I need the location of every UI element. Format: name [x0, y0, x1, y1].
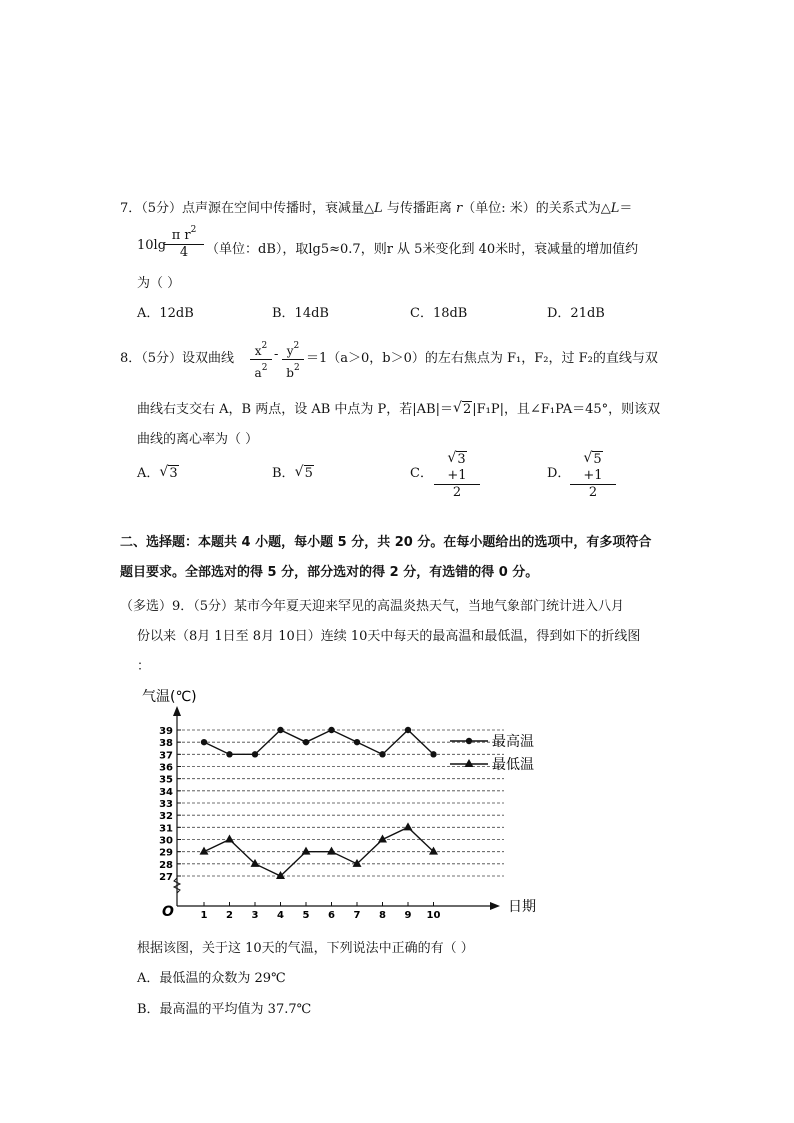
- max-temp-point: [354, 739, 360, 745]
- min-temp-point: [302, 847, 311, 855]
- max-temp-point: [328, 727, 334, 733]
- max-temp-point: [226, 751, 232, 757]
- q8-rest1: ＝1（a＞0，b＞0）的左右焦点为 F₁，F₂，过 F₂的直线与双: [306, 351, 658, 366]
- y-tick-label: 37: [159, 750, 173, 762]
- q8-option-c-label: C．: [410, 466, 433, 481]
- section2-heading-line1: 二、选择题：本题共 4 小题，每小题 5 分，共 20 分。在每小题给出的选项中，有多项符合: [120, 535, 652, 550]
- q9-line3: ：: [137, 659, 151, 674]
- x-axis-label: 日期: [508, 899, 536, 915]
- q7-line1: 7．（5分）点声源在空间中传播时，衰减量△L 与传播距离 r（单位: 米）的关系式为△L＝: [120, 201, 633, 216]
- q7-line2-rest: （单位：dB），取lg5≈0.7，则r 从 5米变化到 40米时，衰减量的增加值约: [206, 242, 639, 257]
- x-tick-label: 10: [426, 910, 441, 921]
- y-tick-label: 31: [159, 823, 173, 835]
- y-axis-label: 气温(℃): [142, 689, 197, 705]
- x-tick-label: 1: [200, 910, 208, 921]
- y-tick-label: 32: [159, 811, 173, 823]
- legend-marker-triangle: [465, 759, 474, 767]
- y-tick-label: 33: [159, 799, 173, 810]
- legend-marker-circle: [466, 738, 472, 744]
- q8-fraction-x: $\frac{x^2}{a^2}$: [250, 338, 272, 381]
- x-tick-label: 5: [302, 910, 310, 921]
- q9-option-b: B．最高温的平均值为 37.7℃: [137, 1002, 312, 1017]
- q7-formula-prefix: 10lg: [137, 238, 167, 253]
- q8-option-b: B． √ 5: [272, 464, 313, 481]
- y-axis-arrow: [173, 706, 181, 716]
- legend-label: 最高温: [492, 734, 534, 750]
- x-tick-label: 3: [251, 910, 259, 921]
- q8-minus: -: [274, 347, 279, 362]
- x-tick-label: 7: [353, 910, 361, 921]
- q9-line1: （多选）9．（5分）某市今年夏天迎来罕见的高温炎热天气，当地气象部门统计进入八月: [120, 599, 625, 614]
- q8-lead: 8．（5分）设双曲线: [120, 351, 235, 366]
- x-tick-label: 6: [328, 910, 335, 921]
- max-temp-point: [405, 727, 411, 733]
- q8-option-c-fraction: √ 3 +1 2: [434, 452, 480, 501]
- q9-option-a: A．最低温的众数为 29℃: [137, 971, 286, 986]
- q7-option-c: C．18dB: [410, 306, 468, 321]
- y-tick-label: 38: [159, 738, 173, 750]
- x-tick-label: 2: [226, 910, 233, 921]
- section2-heading-line2: 题目要求。全部选对的得 5 分，部分选对的得 2 分，有选错的得 0 分。: [120, 565, 539, 580]
- q9-question: 根据该图，关于这 10天的气温，下列说法中正确的有（ ）: [137, 941, 474, 956]
- q8-option-d-fraction: √ 5 +1 2: [570, 452, 616, 501]
- y-tick-label: 34: [159, 786, 173, 798]
- x-axis-arrow: [490, 902, 500, 910]
- x-tick-label: 9: [404, 910, 412, 921]
- y-tick-label: 30: [159, 835, 173, 847]
- min-temp-point: [404, 822, 413, 830]
- q8-line3: 曲线的离心率为（ ）: [137, 432, 259, 447]
- q7-fraction: $\frac{\pi r^2}{4}$: [164, 222, 204, 261]
- x-tick-label: 8: [379, 910, 386, 921]
- q7-option-b: B．14dB: [272, 306, 329, 321]
- q7-option-d: D．21dB: [547, 306, 605, 321]
- q8-line2: 曲线右支交右 A，B 两点，设 AB 中点为 P，若|AB|＝ √ 2|F₁P|，且∠F₁PA＝45°，则该双: [137, 400, 661, 417]
- q8-option-d-label: D．: [547, 466, 571, 481]
- legend-label: 最低温: [492, 757, 534, 773]
- x-tick-label: 4: [277, 910, 284, 921]
- q7-line3: 为（ ）: [137, 276, 181, 291]
- q8-option-a: A． √ 3: [137, 464, 178, 481]
- max-temp-point: [379, 751, 385, 757]
- origin-label: O: [162, 904, 174, 920]
- y-tick-label: 29: [159, 847, 173, 859]
- max-temp-point: [252, 751, 258, 757]
- y-tick-label: 36: [159, 762, 173, 774]
- q8-fraction-y: $\frac{y^2}{b^2}$: [282, 338, 304, 381]
- q9-line2: 份以来（8月 1日至 8月 10日）连续 10天中每天的最高温和最低温，得到如下的折线图: [137, 629, 641, 644]
- max-temp-point: [303, 739, 309, 745]
- y-tick-label: 27: [159, 872, 173, 883]
- max-temp-point: [201, 739, 207, 745]
- temperature-line-chart: [120, 678, 560, 928]
- min-temp-point: [327, 847, 336, 855]
- sqrt-2: √ 2: [453, 400, 472, 417]
- y-tick-label: 35: [159, 774, 173, 786]
- min-temp-point: [225, 835, 234, 843]
- max-temp-point: [430, 751, 436, 757]
- max-temp-point: [277, 727, 283, 733]
- y-tick-label: 39: [159, 726, 173, 737]
- q7-option-a: A．12dB: [137, 306, 194, 321]
- y-tick-label: 28: [159, 859, 173, 871]
